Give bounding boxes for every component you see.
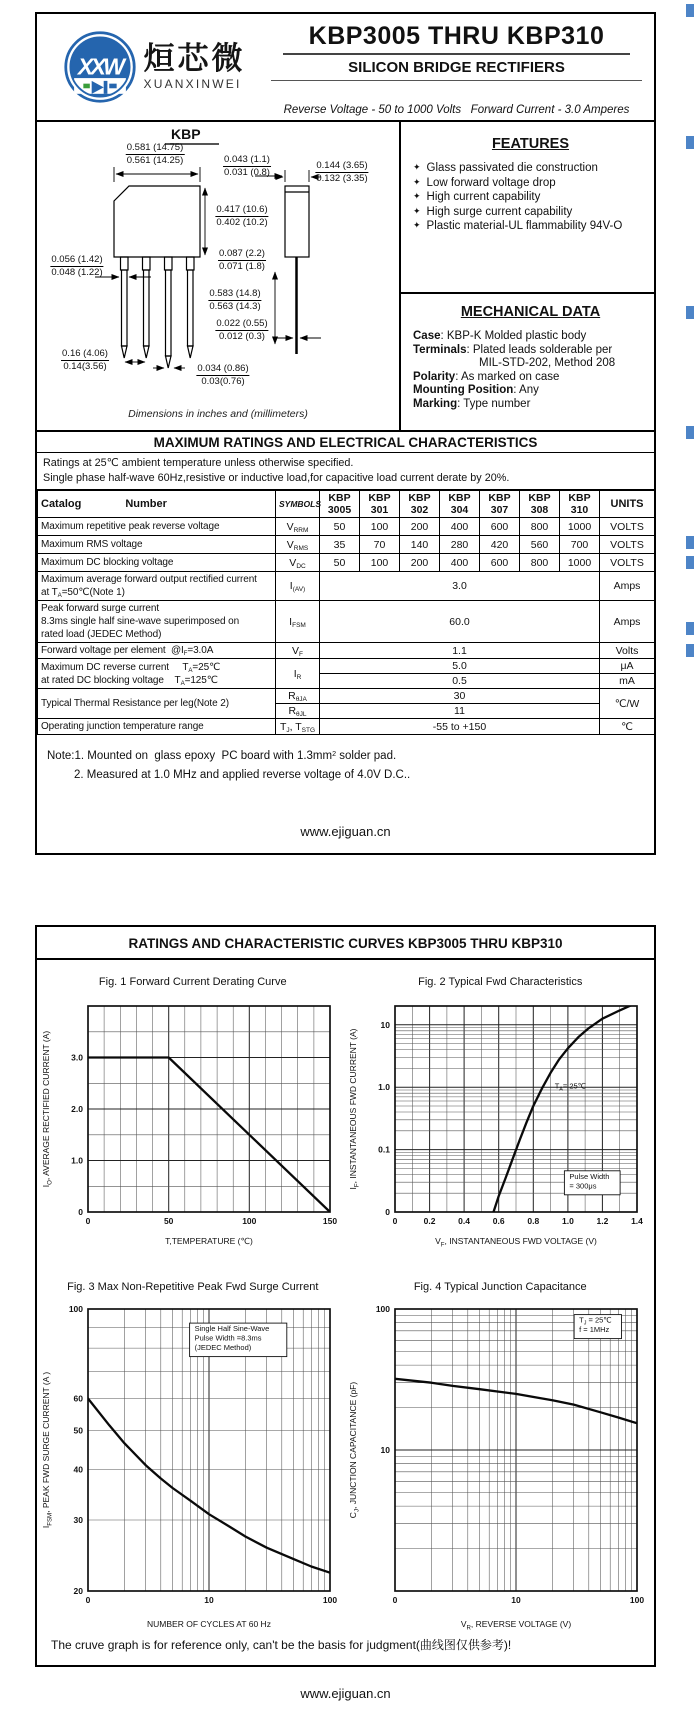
svg-text:T,TEMPERATURE (℃): T,TEMPERATURE (℃) — [164, 1236, 253, 1246]
table-cell: Catalog Number — [38, 491, 276, 518]
svg-text:Pulse Width =8.3ms: Pulse Width =8.3ms — [194, 1333, 262, 1343]
svg-text:0: 0 — [392, 1595, 398, 1605]
test-conditions — [37, 453, 654, 490]
table-cell: VOLTS — [600, 536, 655, 554]
condition-line: Single phase half-wave 60Hz,resistive or inductive load,for capacitive load current derate by 20%. — [43, 471, 510, 484]
svg-text:f = 1MHz: f = 1MHz — [579, 1325, 610, 1335]
condition-line: Ratings at 25℃ ambient temperature unless otherwise specified. — [43, 457, 354, 469]
dimension-label: 0.043 (1.1) 0.031 (0.8) — [224, 154, 270, 178]
svg-text:0.1: 0.1 — [378, 1144, 391, 1155]
svg-text:TA​= 25℃: $T_A=$ 25℃ — [554, 1081, 587, 1093]
svg-text:20: 20 — [73, 1586, 83, 1596]
table-cell: Forward voltage per element $@I_F=3.0A$ — [38, 643, 276, 659]
table-cell: 400 — [440, 518, 480, 536]
table-cell: 5.0 — [320, 659, 600, 674]
svg-text:Single Half Sine-Wave: Single Half Sine-Wave — [194, 1324, 270, 1334]
feature-text: Low forward voltage drop — [426, 176, 556, 189]
table-cell: 60.0 — [320, 601, 600, 643]
table-cell: 400 — [440, 554, 480, 572]
edge-mark — [686, 306, 694, 319]
reference-disclaimer: The cruve graph is for reference only, can't be the basis for judgment(曲线图仅供参考)! — [51, 1638, 512, 1652]
svg-text:0: 0 — [85, 1595, 91, 1605]
divider — [271, 80, 642, 81]
svg-text:= 300μs: = 300μs — [569, 1181, 597, 1191]
dimension-label: 0.087 (2.2) 0.071 (1.8) — [219, 248, 265, 272]
feature-text: High current capability — [426, 191, 541, 203]
table-cell: 1000 — [560, 554, 600, 572]
edge-mark — [686, 536, 694, 549]
table-cell: Volts — [600, 643, 655, 659]
svg-text:50: 50 — [163, 1216, 174, 1226]
table-cell: KBP 301 — [360, 491, 400, 518]
logo-text — [144, 43, 246, 91]
svg-text:0: 0 — [85, 1216, 91, 1226]
mechanical-data-line: MIL-STD-202, Method 208 — [479, 357, 616, 369]
mechanical-data-section — [401, 294, 654, 411]
dimension-label: 0.583 (14.8) 0.563 (14.3) — [209, 288, 261, 312]
dimension-label: 0.022 (0.55) 0.012 (0.3) — [216, 318, 268, 342]
table-cell: 100 — [360, 518, 400, 536]
table-cell: $I_R$ — [276, 659, 320, 689]
table-cell: Maximum DC blocking voltage — [38, 554, 276, 572]
table-cell: UNITS — [600, 491, 655, 518]
table-cell: $V_{RRM}$ — [276, 518, 320, 536]
table-cell: 70 — [360, 536, 400, 554]
features-title: FEATURES — [491, 136, 570, 152]
svg-text:3.0: 3.0 — [70, 1052, 83, 1063]
company-name-en: XUANXINWEI — [143, 76, 242, 91]
dimension-label: 0.417 (10.6) 0.402 (10.2) — [216, 204, 268, 228]
svg-text:100: 100 — [68, 1304, 83, 1314]
table-cell: 140 — [400, 536, 440, 554]
svg-text:10: 10 — [380, 1445, 391, 1455]
figure-4-title: Fig. 4 Typical Junction Capacitance — [413, 1281, 587, 1293]
table-cell: 700 — [560, 536, 600, 554]
table-row — [38, 572, 655, 601]
table-cell: KBP 307 — [480, 491, 520, 518]
figure-1-title: Fig. 1 Forward Current Derating Curve — [98, 976, 287, 988]
table-row — [38, 689, 655, 704]
svg-text:1.2: 1.2 — [596, 1216, 609, 1226]
svg-text:TJ​ = 25℃: $T_J$ = 25℃ — [579, 1315, 612, 1327]
table-row — [38, 518, 655, 536]
table-cell: ℃/W — [600, 689, 655, 719]
fwd-characteristics-chart — [347, 996, 653, 1253]
svg-text:(JEDEC Method): (JEDEC Method) — [194, 1343, 252, 1353]
svg-text:0.6: 0.6 — [493, 1216, 505, 1226]
edge-mark — [686, 426, 694, 439]
table-cell: 100 — [360, 554, 400, 572]
svg-text:40: 40 — [73, 1464, 83, 1475]
table-row — [38, 659, 655, 674]
mechanical-data-line: Polarity: As marked on case — [413, 370, 560, 383]
feature-text: Plastic material-UL flammability 94V-O — [426, 220, 623, 232]
edge-mark — [686, 136, 694, 149]
figure-2 — [347, 976, 655, 1253]
feature-item — [413, 220, 648, 232]
dimension-label: 0.16 (4.06) 0.14(3.56) — [62, 348, 108, 372]
website-link[interactable]: www.ejiguan.cn — [300, 824, 391, 839]
table-cell: KBP 308 — [520, 491, 560, 518]
table-cell: 200 — [400, 518, 440, 536]
svg-text:VF​, INSTANTANEOUS FWD VOLTAGE: $V_F$, INSTANTANEOUS FWD VOLTAGE (V) — [435, 1236, 598, 1248]
svg-text:60: 60 — [73, 1393, 83, 1404]
svg-text:1.4: 1.4 — [631, 1216, 644, 1226]
part-number-title: KBP3005 THRU KBP310 — [308, 22, 605, 50]
dimension-label: 0.056 (1.42) 0.048 (1.22) — [51, 254, 103, 278]
svg-text:0.4: 0.4 — [458, 1216, 471, 1226]
table-cell: Operating junction temperature range — [38, 719, 276, 735]
table-cell: $T_J$, $T_{STG}$ — [276, 719, 320, 735]
figure-3-title: Fig. 3 Max Non-Repetitive Peak Fwd Surge Current — [67, 1281, 319, 1293]
table-row — [38, 719, 655, 735]
dimension-label: 0.581 (14.75) 0.561 (14.25) — [126, 142, 184, 166]
svg-text:100: 100 — [322, 1595, 337, 1605]
table-cell: KBP 304 — [440, 491, 480, 518]
table-cell: ℃ — [600, 719, 655, 735]
table-cell: $I_{(AV)}$ — [276, 572, 320, 601]
svg-text:0: 0 — [385, 1207, 391, 1217]
table-cell: KBP 310 — [560, 491, 600, 518]
table-cell: Amps — [600, 572, 655, 601]
ratings-section-title: MAXIMUM RATINGS AND ELECTRICAL CHARACTERISTICS — [37, 432, 654, 453]
bullet-icon: ✦ — [413, 162, 421, 172]
feature-item — [413, 206, 648, 218]
note-line: Note:1. Mounted on glass epoxy PC board with $1.3mm^2$ solder pad. — [47, 750, 397, 763]
svg-text:NUMBER OF CYCLES AT 60 Hz: NUMBER OF CYCLES AT 60 Hz — [146, 1619, 271, 1629]
table-cell: $V_{DC}$ — [276, 554, 320, 572]
fig1-plot — [40, 996, 346, 1248]
edge-mark — [686, 556, 694, 569]
feature-item — [413, 162, 648, 174]
table-cell: 280 — [440, 536, 480, 554]
svg-text:0: 0 — [78, 1207, 83, 1217]
figure-4 — [347, 1281, 655, 1636]
fig3-plot — [40, 1301, 346, 1631]
table-cell: 560 — [520, 536, 560, 554]
datasheet-page-2 — [35, 925, 656, 1667]
table-cell: 800 — [520, 518, 560, 536]
svg-text:IFSM​, PEAK FWD SURGE CURRENT: $I_{FSM}$, PEAK FWD SURGE CURRENT (A ) — [40, 1371, 54, 1529]
table-cell: $I_{FSM}$ — [276, 601, 320, 643]
table-cell: 50 — [320, 554, 360, 572]
table-cell: Amps — [600, 601, 655, 643]
table-cell: $V_F$ — [276, 643, 320, 659]
table-cell: 50 — [320, 518, 360, 536]
table-row — [38, 601, 655, 643]
bullet-icon: ✦ — [413, 205, 421, 216]
company-logo — [37, 14, 265, 120]
figures-grid — [37, 960, 654, 1636]
figure-1 — [39, 976, 347, 1253]
edge-mark — [686, 622, 694, 635]
svg-text:10: 10 — [380, 1019, 391, 1030]
dimension-label: 0.144 (3.65) 0.132 (3.35) — [316, 160, 368, 184]
surge-current-chart — [40, 1301, 346, 1636]
middle-section — [37, 122, 654, 432]
footnotes — [37, 735, 654, 784]
mechanical-data-line: Marking: Type number — [413, 397, 531, 410]
svg-text:30: 30 — [73, 1515, 83, 1525]
ratings-tagline: Reverse Voltage - 50 to 1000 Volts Forward Current - 3.0 Amperes — [283, 104, 630, 116]
table-cell: KBP 302 — [400, 491, 440, 518]
svg-text:100: 100 — [376, 1304, 391, 1314]
features-list — [413, 162, 648, 232]
table-row — [38, 643, 655, 659]
logo-mark-icon — [63, 30, 137, 104]
fig2-plot — [347, 996, 653, 1248]
mechanical-data-line: Terminals: Plated leads solderable per — [413, 343, 613, 356]
svg-text:150: 150 — [322, 1216, 337, 1226]
table-cell: 35 — [320, 536, 360, 554]
dimension-label: 0.034 (0.86) 0.03(0.76) — [197, 363, 249, 387]
table-cell: mA — [600, 674, 655, 689]
svg-text:100: 100 — [630, 1595, 645, 1605]
junction-capacitance-chart — [347, 1301, 653, 1636]
table-cell: $R_{\theta JA}$ — [276, 689, 320, 704]
mechanical-data-title: MECHANICAL DATA — [460, 304, 601, 320]
svg-text:2.0: 2.0 — [70, 1104, 83, 1114]
table-row — [38, 554, 655, 572]
table-cell: 1000 — [560, 518, 600, 536]
svg-text:IF​, INSTANTANEOUS FWD CURRENT: $I_F$, INSTANTANEOUS FWD CURRENT (A) — [348, 1028, 361, 1190]
table-cell: 420 — [480, 536, 520, 554]
table-cell: SYMBOLS — [276, 491, 320, 518]
svg-text:10: 10 — [204, 1595, 214, 1605]
table-cell: Peak forward surge current 8.3ms single half sine-wave superimposed on rated load (JEDEC Method) — [38, 601, 276, 643]
mechanical-data-line: Case: KBP-K Molded plastic body — [413, 330, 587, 342]
table-cell: 0.5 — [320, 674, 600, 689]
package-name: KBP — [165, 126, 219, 145]
table-cell: Typical Thermal Resistance per leg(Note 2) — [38, 689, 276, 719]
svg-text:10: 10 — [511, 1595, 521, 1605]
mechanical-data-list — [413, 330, 648, 410]
table-cell: 600 — [480, 518, 520, 536]
svg-text:1.0: 1.0 — [70, 1155, 83, 1166]
table-cell: 800 — [520, 554, 560, 572]
feature-text: Glass passivated die construction — [426, 162, 598, 174]
table-cell: 600 — [480, 554, 520, 572]
svg-text:50: 50 — [73, 1425, 83, 1436]
bullet-icon: ✦ — [413, 176, 421, 187]
mechanical-data-line: Mounting Position: Any — [413, 384, 539, 396]
table-cell: 30 — [320, 689, 600, 704]
figure-3 — [39, 1281, 347, 1636]
table-cell: 1.1 — [320, 643, 600, 659]
table-cell: -55 to +150 — [320, 719, 600, 735]
table-cell: μA — [600, 659, 655, 674]
table-cell: KBP 3005 — [320, 491, 360, 518]
right-info-panel — [401, 122, 654, 430]
table-cell: $R_{\theta JL}$ — [276, 704, 320, 719]
features-section — [401, 122, 654, 294]
table-cell: 11 — [320, 704, 600, 719]
edge-mark — [686, 4, 694, 17]
header-title-block — [265, 14, 654, 120]
svg-text:CJ​, JUNCTION CAPACITANCE (pF): $C_J$, JUNCTION CAPACITANCE (pF) — [348, 1381, 361, 1519]
table-cell: 200 — [400, 554, 440, 572]
svg-text:Pulse Width: Pulse Width — [569, 1171, 610, 1181]
ratings-table — [37, 490, 655, 735]
svg-text:1.0: 1.0 — [378, 1082, 391, 1093]
svg-text:XXW: XXW — [77, 53, 122, 80]
table-row — [38, 536, 655, 554]
bullet-icon: ✦ — [413, 220, 421, 230]
svg-text:0.2: 0.2 — [423, 1216, 436, 1226]
svg-text:VR​, REVERSE VOLTAGE (V): $V_R$, REVERSE VOLTAGE (V) — [461, 1619, 572, 1631]
svg-text:100: 100 — [241, 1216, 257, 1226]
dimension-caption: Dimensions in inches and (millimeters) — [128, 408, 308, 420]
table-cell: VOLTS — [600, 518, 655, 536]
note-line: 2. Measured at 1.0 MHz and applied reverse voltage of 4.0V D.C.. — [74, 768, 411, 781]
table-cell: $V_{RMS}$ — [276, 536, 320, 554]
feature-item — [413, 191, 648, 203]
table-header-row — [38, 491, 655, 518]
svg-text:0.8: 0.8 — [527, 1216, 540, 1226]
bullet-icon: ✦ — [413, 191, 421, 201]
table-cell: Maximum average forward output rectified current at $T_A=50℃(Note$ 1) — [38, 572, 276, 601]
curves-section-title: RATINGS AND CHARACTERISTIC CURVES KBP3005 THRU KBP310 — [37, 927, 654, 960]
header — [37, 14, 654, 122]
table-cell: VOLTS — [600, 554, 655, 572]
feature-text: High surge current capability — [426, 205, 573, 218]
table-cell: 3.0 — [320, 572, 600, 601]
feature-item — [413, 177, 648, 189]
divider — [283, 53, 630, 55]
svg-text:0: 0 — [392, 1216, 398, 1226]
svg-text:IO​, AVERAGE RECTIFIED CURRENT: $I_O$, AVERAGE RECTIFIED CURRENT (A) — [40, 1030, 54, 1188]
svg-text:1.0: 1.0 — [562, 1216, 575, 1226]
figure-2-title: Fig. 2 Typical Fwd Characteristics — [418, 976, 583, 988]
fig4-plot — [347, 1301, 653, 1631]
table-cell: Maximum repetitive peak reverse voltage — [38, 518, 276, 536]
datasheet-page-1 — [35, 12, 656, 855]
derating-curve-chart — [40, 996, 346, 1253]
table-cell: Maximum RMS voltage — [38, 536, 276, 554]
table-cell: Maximum DC reverse current $T_A=25℃$ at rated DC blocking voltage $T_A=125℃$ — [38, 659, 276, 689]
product-family-subtitle: SILICON BRIDGE RECTIFIERS — [348, 59, 565, 76]
edge-mark — [686, 644, 694, 657]
package-diagram-panel — [37, 122, 401, 430]
website-link[interactable]: www.ejiguan.cn — [300, 1686, 391, 1701]
company-name-cn: 烜芯微 — [143, 41, 246, 77]
